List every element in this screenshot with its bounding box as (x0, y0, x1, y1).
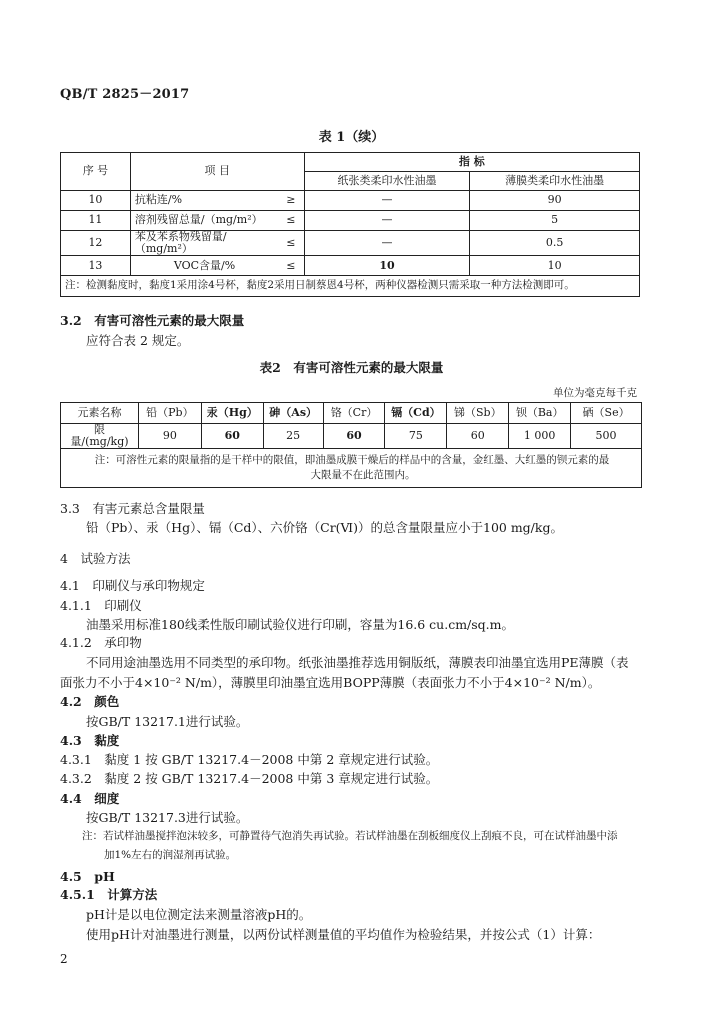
limit-value: 90 (138, 424, 201, 449)
element-name: 钡（Ba） (509, 403, 571, 424)
row-item: 抗粘连/% (130, 191, 278, 211)
limit-value: 25 (263, 424, 323, 449)
row-film: 10 (470, 256, 640, 276)
row-film: 90 (470, 191, 640, 211)
row-paper: — (304, 231, 470, 256)
row-no: 11 (61, 211, 131, 231)
section-4-2-heading: 4.2 颜色 (60, 694, 120, 709)
table1-header-film: 薄膜类柔印水性油墨 (470, 172, 640, 191)
row-no: 12 (61, 231, 131, 256)
section-4-1-2-heading: 4.1.2 承印物 (60, 635, 142, 650)
section-4-2-text: 按GB/T 13217.1进行试验。 (86, 714, 249, 729)
element-name: 砷（As） (263, 403, 323, 424)
row-no: 13 (61, 256, 131, 276)
table1-caption: 表 1（续） (318, 130, 385, 145)
section-4-5-heading: 4.5 pH (60, 869, 115, 884)
row-sym: ≤ (278, 256, 304, 276)
section-4-1-1-heading: 4.1.1 印刷仪 (60, 598, 142, 613)
limit-value: 60 (447, 424, 509, 449)
table2-note (61, 449, 642, 488)
table2-note-line1: 注：可溶性元素的限量指的是干样中的限值，即油墨成膜干燥后的样品中的含量，金红墨、大红墨的钡元素的最 (94, 454, 610, 467)
element-name-label: 元素名称 (61, 403, 139, 424)
section-4-1-heading: 4.1 印刷仪与承印物规定 (60, 578, 205, 593)
section-4-3-1: 4.3.1 黏度 1 按 GB/T 13217.4－2008 中第 2 章规定进行试验。 (60, 752, 439, 767)
section-4-1-2-text2: 面张力不小于4×10⁻² N/m），薄膜里印油墨宜选用BOPP薄膜（表面张力不小于4×10⁻² N/m）。 (60, 675, 601, 690)
table2 (60, 402, 642, 488)
element-name: 铬（Cr） (323, 403, 385, 424)
row-paper: — (304, 211, 470, 231)
row-sym: ≤ (278, 211, 304, 231)
section-4-1-1-text: 油墨采用标准180线柔性版印刷试验仪进行印刷，容量为16.6 cu.cm/sq.m。 (86, 617, 514, 632)
element-name: 铅（Pb） (138, 403, 201, 424)
limit-value: 60 (201, 424, 263, 449)
row-item: 溶剂残留总量/（mg/m²） (130, 211, 278, 231)
table1-header-index: 指 标 (304, 153, 639, 172)
section-4-3-2: 4.3.2 黏度 2 按 GB/T 13217.4－2008 中第 3 章规定进行试验。 (60, 771, 439, 786)
section-3-2-text: 应符合表 2 规定。 (86, 333, 190, 348)
section-4-4-note2: 加1%左右的润湿剂再试验。 (104, 849, 237, 861)
section-3-3-text: 铅（Pb）、汞（Hg）、镉（Cd）、六价铬（Cr(Ⅵ)）的总含量限量应小于100 mg/kg。 (86, 520, 563, 535)
section-3-3-heading: 3.3 有害元素总含量限量 (60, 501, 205, 516)
page-number: 2 (60, 952, 68, 966)
table1-note: 注：检测黏度时，黏度1采用涂4号杯，黏度2采用日制蔡恩4号杯，两种仪器检测只需采取一种方法检测即可。 (61, 276, 640, 297)
section-4-4-heading: 4.4 细度 (60, 791, 120, 806)
element-name: 锑（Sb） (447, 403, 509, 424)
table-row (61, 191, 640, 211)
row-item: 苯及苯系物残留量/（mg/m²） (130, 231, 278, 256)
table-row (61, 424, 642, 449)
section-4-4-note1: 注：若试样油墨搅拌泡沫较多，可静置待气泡消失再试验。若试样油墨在刮板细度仪上刮痕不良，可在试样油墨中添 (82, 830, 618, 842)
table1-header-item: 项 目 (130, 153, 304, 191)
row-no: 10 (61, 191, 131, 211)
table2-caption: 表2 有害可溶性元素的最大限量 (259, 360, 444, 375)
table-row (61, 211, 640, 231)
row-paper: 10 (304, 256, 470, 276)
table-row (61, 256, 640, 276)
limit-value: 75 (385, 424, 447, 449)
element-name: 硒（Se） (571, 403, 642, 424)
section-4-5-1-text1: pH计是以电位测定法来测量溶液pH的。 (86, 907, 312, 922)
row-paper: — (304, 191, 470, 211)
section-4-1-2-text1: 不同用途油墨选用不同类型的承印物。纸张油墨推荐选用铜版纸，薄膜表印油墨宜选用PE薄膜（表 (86, 655, 629, 670)
document-number: QB/T 2825－2017 (60, 87, 190, 102)
section-4-5-1-heading: 4.5.1 计算方法 (60, 887, 158, 902)
limit-value: 500 (571, 424, 642, 449)
row-sym: ≤ (278, 231, 304, 256)
section-3-2-heading: 3.2 有害可溶性元素的最大限量 (60, 313, 245, 328)
table2-note-line2: 大限量不在此范围内。 (310, 468, 416, 481)
table1-header-paper: 纸张类柔印水性油墨 (304, 172, 470, 191)
limit-value: 1 000 (509, 424, 571, 449)
row-sym: ≥ (278, 191, 304, 211)
element-name: 汞（Hg） (201, 403, 263, 424)
row-film: 5 (470, 211, 640, 231)
table-row (61, 231, 640, 256)
element-name: 镉（Cd） (385, 403, 447, 424)
row-film: 0.5 (470, 231, 640, 256)
limit-label: 限量/(mg/kg) (61, 424, 139, 449)
section-4-heading: 4 试验方法 (60, 551, 131, 566)
limit-value: 60 (323, 424, 385, 449)
row-item: VOC含量/% (130, 256, 278, 276)
section-4-4-text: 按GB/T 13217.3进行试验。 (86, 810, 249, 825)
table2-unit: 单位为毫克每千克 (553, 387, 637, 399)
table1-header-no: 序 号 (61, 153, 131, 191)
table1 (60, 152, 640, 297)
section-4-5-1-text2: 使用pH计对油墨进行测量，以两份试样测量值的平均值作为检验结果，并按公式（1）计算： (86, 927, 601, 942)
section-4-3-heading: 4.3 黏度 (60, 733, 120, 748)
table-row (61, 403, 642, 424)
